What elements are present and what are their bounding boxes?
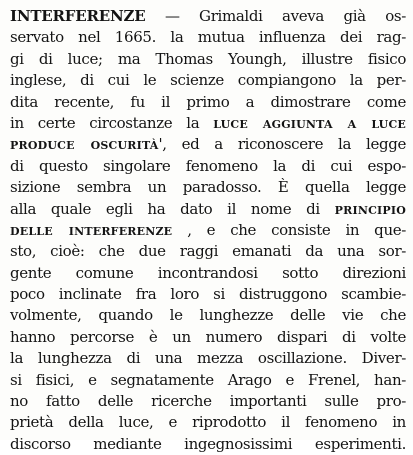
text-line-16 <box>10 327 406 348</box>
line-2-text: servato nel 1665. la mutua influenza dei rag- <box>10 28 406 47</box>
line-11-text: , e che consiste in que- <box>172 220 406 239</box>
line-18-text: si fisici, e segnatamente Arago e Frenel, han- <box>10 370 406 389</box>
text-line-14 <box>10 284 406 305</box>
line-15-text: volmente, quando le lunghezze delle vie che <box>10 306 406 325</box>
line-14-text: poco inclinate fra loro si distruggono scambie- <box>10 285 406 304</box>
line-13-text: gente comune incontrandosi sotto direzioni <box>10 263 406 282</box>
line-10-small-caps: principio <box>334 199 406 218</box>
line-6-text: in certe circostanze la <box>10 113 214 132</box>
line-4-text: inglese, di cui le scienze compiangono la per- <box>10 71 406 90</box>
line-6-small-caps: luce aggiunta a luce <box>213 113 406 132</box>
line-9-text: sizione sembra un paradosso. È quella legge <box>10 178 406 197</box>
line-11-small-caps: delle interferenze <box>10 220 173 239</box>
line-20-text: prietà della luce, e riprodotto il fenomeno in <box>10 413 406 432</box>
text-line-9 <box>10 177 406 198</box>
text-line-8 <box>10 156 406 177</box>
article-column <box>10 6 406 455</box>
text-line-18 <box>10 370 406 391</box>
text-line-2 <box>10 27 406 48</box>
line-12-text: sto, cioè: che due raggi emanati da una sor- <box>10 242 406 261</box>
line-7-small-caps: produce oscurità <box>10 135 159 154</box>
text-line-6 <box>10 113 406 134</box>
entry-headword: INTERFERENZE <box>10 7 146 25</box>
line-3-text: gi di luce; ma Thomas Youngh, illustre fisico <box>10 49 406 68</box>
line-19-text: no fatto delle ricerche importanti sulle pro- <box>10 392 406 411</box>
line-10-text: alla quale egli ha dato il nome di <box>10 199 335 218</box>
line-7-text: ', ed a riconoscere la legge <box>158 135 406 154</box>
text-line-7 <box>10 134 406 155</box>
text-line-12 <box>10 241 406 262</box>
text-line-17 <box>10 348 406 369</box>
line-1-text: — Grimaldi aveva già os- <box>145 7 406 25</box>
text-line-1 <box>10 6 406 27</box>
text-line-15 <box>10 305 406 326</box>
line-8-text: di questo singolare fenomeno la di cui espo- <box>10 156 406 175</box>
text-line-20 <box>10 412 406 433</box>
text-line-11 <box>10 220 406 241</box>
line-17-text: la lunghezza di una mezza oscillazione. Diver- <box>10 349 406 368</box>
text-line-19 <box>10 391 406 412</box>
line-21-text: discorso mediante ingegnosissimi esperimenti. <box>10 434 406 453</box>
text-line-4 <box>10 70 406 91</box>
line-5-text: dita recente, fu il primo a dimostrare come <box>10 92 406 111</box>
text-line-10 <box>10 199 406 220</box>
text-line-21 <box>10 434 406 455</box>
text-line-5 <box>10 92 406 113</box>
text-line-3 <box>10 49 406 70</box>
text-line-13 <box>10 263 406 284</box>
line-16-text: hanno percorse è un numero dispari di volte <box>10 327 406 346</box>
